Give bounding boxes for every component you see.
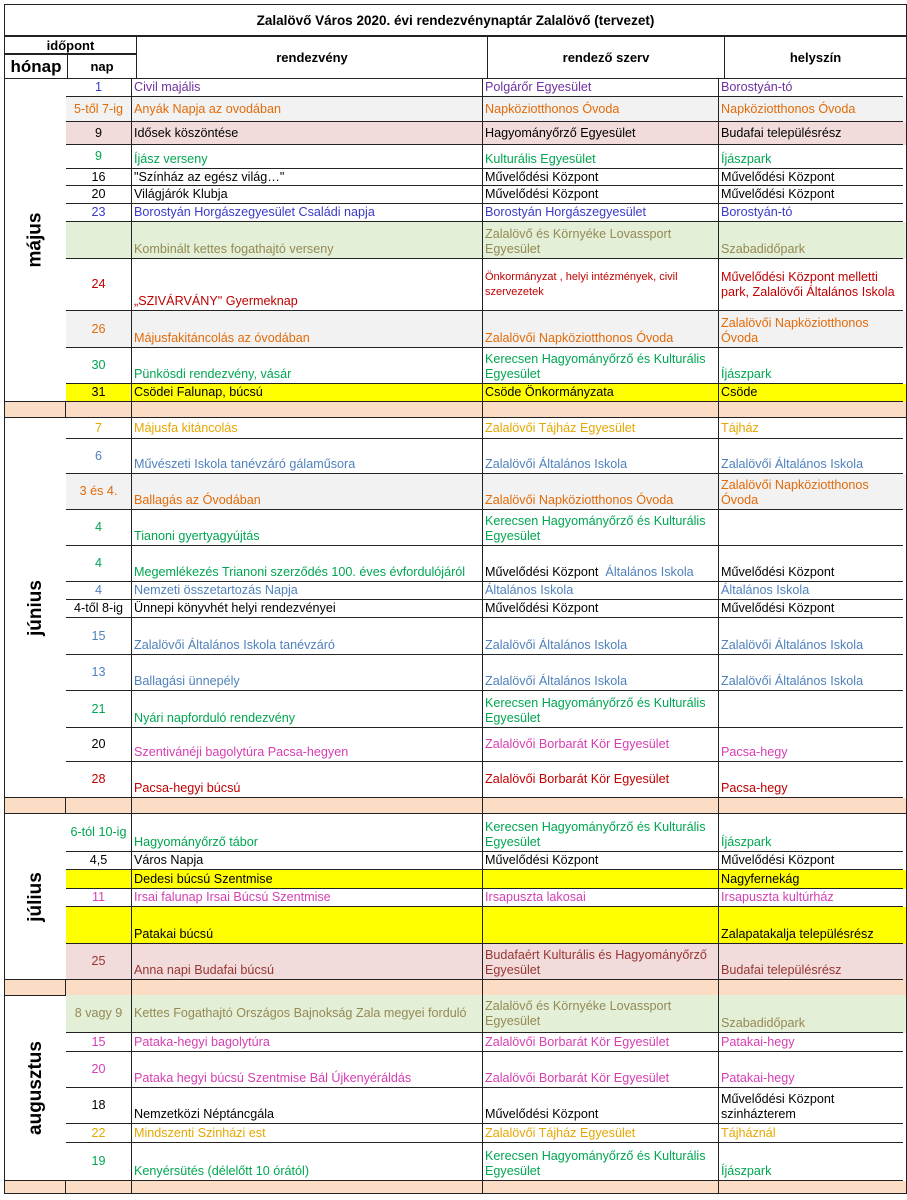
day-cell: 20 bbox=[66, 1052, 132, 1088]
header-idopont: időpont bbox=[4, 36, 137, 54]
organizer-cell: Zalalövő és Környéke Lovassport Egyesület bbox=[483, 222, 719, 259]
venue-cell: Zalalövői Általános Iskola bbox=[719, 439, 903, 474]
venue-cell: Íjászpark bbox=[719, 1143, 903, 1181]
table-row bbox=[66, 870, 907, 889]
day-cell: 4,5 bbox=[66, 852, 132, 870]
event-cell: Hagyományőrző tábor bbox=[132, 814, 483, 852]
venue-cell: Tájház bbox=[719, 418, 903, 439]
day-cell: 20 bbox=[66, 186, 132, 204]
day-cell: 6-tól 10-ig bbox=[66, 814, 132, 852]
day-cell: 23 bbox=[66, 204, 132, 222]
event-cell: Patakai búcsú bbox=[132, 907, 483, 944]
organizer-cell: Kerecsen Hagyományőrző és Kulturális Egyesület bbox=[483, 348, 719, 384]
venue-cell: Szabadidőpark bbox=[719, 995, 903, 1033]
table-row bbox=[66, 348, 907, 384]
venue-cell: Csöde bbox=[719, 384, 903, 402]
venue-cell: Pacsa-hegy bbox=[719, 762, 903, 798]
day-cell: 4-től 8-ig bbox=[66, 600, 132, 618]
organizer-cell: Zalalövői Napköziotthonos Óvoda bbox=[483, 311, 719, 348]
venue-cell: Művelődési Központ bbox=[719, 169, 903, 186]
month-separator bbox=[4, 1181, 907, 1194]
day-cell: 13 bbox=[66, 655, 132, 691]
organizer-cell: Zalalövői Borbarát Kör Egyesület bbox=[483, 1052, 719, 1088]
organizer-cell: Kerecsen Hagyományőrző és Kulturális Egyesület bbox=[483, 814, 719, 852]
organizer-cell: Művelődési Központ bbox=[483, 852, 719, 870]
day-cell: 21 bbox=[66, 691, 132, 728]
event-cell: Művészeti Iskola tanévzáró gálaműsora bbox=[132, 439, 483, 474]
venue-cell: Napköziotthonos Óvoda bbox=[719, 97, 903, 122]
table-row bbox=[66, 691, 907, 728]
organizer-cell: Irsapuszta lakosai bbox=[483, 889, 719, 907]
organizer-cell: Önkormányzat , helyi intézmények, civil szervezetek bbox=[483, 259, 719, 311]
day-cell: 9 bbox=[66, 122, 132, 145]
table-row bbox=[66, 1088, 907, 1124]
table-row bbox=[66, 1143, 907, 1181]
table-row bbox=[66, 600, 907, 618]
venue-cell: Zalalövői Általános Iskola bbox=[719, 618, 903, 655]
organizer-cell: Budafaért Kulturális és Hagyományőrző Egyesület bbox=[483, 944, 719, 980]
event-cell: Dedesi búcsú Szentmise bbox=[132, 870, 483, 889]
header-rendezo: rendező szerv bbox=[487, 36, 725, 79]
venue-cell: Zalalövői Napköziotthonos Óvoda bbox=[719, 311, 903, 348]
venue-cell: Budafai településrész bbox=[719, 122, 903, 145]
day-cell: 5-től 7-ig bbox=[66, 97, 132, 122]
event-cell: Csödei Falunap, búcsú bbox=[132, 384, 483, 402]
organizer-cell: Csöde Önkormányzata bbox=[483, 384, 719, 402]
event-cell: Pacsa-hegyi búcsú bbox=[132, 762, 483, 798]
event-cell: Város Napja bbox=[132, 852, 483, 870]
header-helyszin: helyszín bbox=[724, 36, 907, 79]
month-separator bbox=[4, 798, 907, 814]
event-cell: Kenyérsütés (délelőtt 10 órától) bbox=[132, 1143, 483, 1181]
month-label-julius: július bbox=[4, 814, 66, 980]
venue-cell: Zalalövői Napköziotthonos Óvoda bbox=[719, 474, 903, 510]
day-cell: 7 bbox=[66, 418, 132, 439]
organizer-cell bbox=[483, 870, 719, 889]
table-row bbox=[66, 944, 907, 980]
day-cell: 1 bbox=[66, 79, 132, 97]
venue-cell: Művelődési Központ bbox=[719, 852, 903, 870]
table-row bbox=[66, 186, 907, 204]
table-row bbox=[66, 728, 907, 762]
day-cell: 4 bbox=[66, 546, 132, 582]
venue-cell bbox=[719, 691, 903, 728]
day-cell: 4 bbox=[66, 582, 132, 600]
organizer-cell: Kulturális Egyesület bbox=[483, 145, 719, 169]
event-cell: Világjárók Klubja bbox=[132, 186, 483, 204]
day-cell: 15 bbox=[66, 618, 132, 655]
organizer-cell: Zalalövői Borbarát Kör Egyesület bbox=[483, 728, 719, 762]
organizer-cell: Művelődési Központ bbox=[483, 600, 719, 618]
table-row bbox=[66, 762, 907, 798]
day-cell bbox=[66, 870, 132, 889]
event-cell: Íjász verseny bbox=[132, 145, 483, 169]
organizer-cell: Zalalövő és Környéke Lovassport Egyesület bbox=[483, 995, 719, 1033]
month-separator bbox=[4, 980, 907, 996]
day-cell: 20 bbox=[66, 728, 132, 762]
header-rendezveny: rendezvény bbox=[136, 36, 488, 79]
event-cell: Ballagás az Óvodában bbox=[132, 474, 483, 510]
venue-cell: Borostyán-tó bbox=[719, 204, 903, 222]
event-cell: Mindszenti Szinházi est bbox=[132, 1124, 483, 1143]
table-row bbox=[66, 418, 907, 439]
table-row bbox=[66, 145, 907, 169]
event-cell: Kombinált kettes fogathajtó verseny bbox=[132, 222, 483, 259]
table-row bbox=[66, 122, 907, 145]
organizer-cell: Borostyán Horgászegyesület bbox=[483, 204, 719, 222]
day-cell: 28 bbox=[66, 762, 132, 798]
day-cell: 16 bbox=[66, 169, 132, 186]
table-row bbox=[66, 384, 907, 402]
event-cell: Tianoni gyertyagyújtás bbox=[132, 510, 483, 546]
day-cell bbox=[66, 907, 132, 944]
day-cell: 25 bbox=[66, 944, 132, 980]
event-cell: Pataka hegyi búcsú Szentmise Bál Újkenyéráldás bbox=[132, 1052, 483, 1088]
event-cell: Civil majális bbox=[132, 79, 483, 97]
venue-cell: Budafai településrész bbox=[719, 944, 903, 980]
organizer-cell: Zalalövői Napköziotthonos Óvoda bbox=[483, 474, 719, 510]
table-row bbox=[66, 814, 907, 852]
organizer-cell: Művelődési Központ Általános Iskola bbox=[483, 546, 719, 582]
table-row bbox=[66, 259, 907, 311]
event-cell: Borostyán Horgászegyesület Családi napja bbox=[132, 204, 483, 222]
organizer-cell: Polgárőr Egyesület bbox=[483, 79, 719, 97]
organizer-cell: Zalalövői Borbarát Kör Egyesület bbox=[483, 1033, 719, 1052]
day-cell: 3 és 4. bbox=[66, 474, 132, 510]
month-label-majus: május bbox=[4, 79, 66, 402]
header-honap: hónap bbox=[4, 54, 68, 79]
organizer-cell: Kerecsen Hagyományőrző és Kulturális Egyesület bbox=[483, 1143, 719, 1181]
event-cell: Nyári napforduló rendezvény bbox=[132, 691, 483, 728]
table-row bbox=[66, 889, 907, 907]
day-cell: 8 vagy 9 bbox=[66, 995, 132, 1033]
event-cell: Ballagási ünnepély bbox=[132, 655, 483, 691]
organizer-cell: Zalalövői Borbarát Kör Egyesület bbox=[483, 762, 719, 798]
event-cell: Pataka-hegyi bagolytúra bbox=[132, 1033, 483, 1052]
venue-cell bbox=[719, 510, 903, 546]
day-cell: 19 bbox=[66, 1143, 132, 1181]
day-cell: 22 bbox=[66, 1124, 132, 1143]
venue-cell: Patakai-hegy bbox=[719, 1033, 903, 1052]
organizer-cell: Kerecsen Hagyományőrző és Kulturális Egyesület bbox=[483, 691, 719, 728]
month-label-junius: június bbox=[4, 418, 66, 798]
organizer-cell: Zalalövői Általános Iskola bbox=[483, 655, 719, 691]
event-cell: Pünkösdi rendezvény, vásár bbox=[132, 348, 483, 384]
event-cell: Nemzeti összetartozás Napja bbox=[132, 582, 483, 600]
event-cell: Anyák Napja az ovodában bbox=[132, 97, 483, 122]
venue-cell: Borostyán-tó bbox=[719, 79, 903, 97]
day-cell: 9 bbox=[66, 145, 132, 169]
event-cell: Irsai falunap Irsai Búcsú Szentmise bbox=[132, 889, 483, 907]
venue-cell: Íjászpark bbox=[719, 814, 903, 852]
venue-cell: Pacsa-hegy bbox=[719, 728, 903, 762]
event-cell: Anna napi Budafai búcsú bbox=[132, 944, 483, 980]
organizer-cell: Zalalövői Általános Iskola bbox=[483, 618, 719, 655]
venue-cell: Művelődési Központ bbox=[719, 186, 903, 204]
day-cell: 30 bbox=[66, 348, 132, 384]
organizer-cell: Művelődési Központ bbox=[483, 186, 719, 204]
day-cell: 26 bbox=[66, 311, 132, 348]
venue-cell: Zalapatakalja településrész bbox=[719, 907, 903, 944]
organizer-cell: Művelődési Központ bbox=[483, 1088, 719, 1124]
organizer-cell bbox=[483, 907, 719, 944]
table-row bbox=[66, 169, 907, 186]
day-cell: 6 bbox=[66, 439, 132, 474]
header-nap: nap bbox=[67, 54, 137, 79]
venue-cell: Nagyfernekág bbox=[719, 870, 903, 889]
event-cell: Szentivánéji bagolytúra Pacsa-hegyen bbox=[132, 728, 483, 762]
day-cell: 11 bbox=[66, 889, 132, 907]
table-row bbox=[66, 204, 907, 222]
table-row bbox=[66, 618, 907, 655]
month-label-augusztus: augusztus bbox=[4, 995, 66, 1181]
event-cell: Kettes Fogathajtó Országos Bajnokság Zala megyei forduló bbox=[132, 995, 483, 1033]
table-row bbox=[66, 995, 907, 1033]
event-cell: Zalalövői Általános Iskola tanévzáró bbox=[132, 618, 483, 655]
venue-cell: Művelődési Központ szinházterem bbox=[719, 1088, 903, 1124]
organizer-cell: Általános Iskola bbox=[483, 582, 719, 600]
table-row bbox=[66, 79, 907, 97]
table-row bbox=[66, 1033, 907, 1052]
table-row bbox=[66, 97, 907, 122]
table-row bbox=[66, 311, 907, 348]
table-row bbox=[66, 655, 907, 691]
organizer-cell: Napköziotthonos Óvoda bbox=[483, 97, 719, 122]
organizer-cell: Művelődési Központ bbox=[483, 169, 719, 186]
organizer-cell: Hagyományőrző Egyesület bbox=[483, 122, 719, 145]
event-cell: "Színház az egész világ…" bbox=[132, 169, 483, 186]
organizer-cell: Zalalövői Általános Iskola bbox=[483, 439, 719, 474]
table-row bbox=[66, 474, 907, 510]
day-cell: 18 bbox=[66, 1088, 132, 1124]
table-row bbox=[66, 907, 907, 944]
venue-cell: Szabadidőpark bbox=[719, 222, 903, 259]
event-cell: „SZIVÁRVÁNY" Gyermeknap bbox=[132, 259, 483, 311]
day-cell: 4 bbox=[66, 510, 132, 546]
table-row bbox=[66, 222, 907, 259]
venue-cell: Irsapuszta kultúrház bbox=[719, 889, 903, 907]
venue-cell: Tájháznál bbox=[719, 1124, 903, 1143]
venue-cell: Íjászpark bbox=[719, 145, 903, 169]
table-row bbox=[66, 510, 907, 546]
table-border bbox=[4, 36, 5, 1193]
table-row bbox=[66, 546, 907, 582]
organizer-cell: Zalalövői Tájház Egyesület bbox=[483, 418, 719, 439]
event-cell: Májusfa kitáncolás bbox=[132, 418, 483, 439]
event-cell: Májusfakitáncolás az óvodában bbox=[132, 311, 483, 348]
table-row bbox=[66, 852, 907, 870]
table-row bbox=[66, 582, 907, 600]
table-row bbox=[66, 439, 907, 474]
month-separator bbox=[4, 402, 907, 418]
page-title: Zalalövő Város 2020. évi rendezvénynaptár Zalalövő (tervezet) bbox=[4, 4, 907, 36]
venue-cell: Patakai-hegy bbox=[719, 1052, 903, 1088]
venue-cell: Művelődési Központ melletti park, Zalalövői Általános Iskola bbox=[719, 259, 903, 311]
event-cell: Nemzetközi Néptáncgála bbox=[132, 1088, 483, 1124]
day-cell: 24 bbox=[66, 259, 132, 311]
day-cell: 15 bbox=[66, 1033, 132, 1052]
day-cell: 31 bbox=[66, 384, 132, 402]
event-cell: Idősek köszöntése bbox=[132, 122, 483, 145]
venue-cell: Művelődési Központ bbox=[719, 546, 903, 582]
table-row bbox=[66, 1052, 907, 1088]
event-cell: Ünnepi könyvhét helyi rendezvényei bbox=[132, 600, 483, 618]
venue-cell: Íjászpark bbox=[719, 348, 903, 384]
venue-cell: Zalalövői Általános Iskola bbox=[719, 655, 903, 691]
table-row bbox=[66, 1124, 907, 1143]
venue-cell: Általános Iskola bbox=[719, 582, 903, 600]
venue-cell: Művelődési Központ bbox=[719, 600, 903, 618]
organizer-cell: Kerecsen Hagyományőrző és Kulturális Egyesület bbox=[483, 510, 719, 546]
day-cell bbox=[66, 222, 132, 259]
organizer-cell: Zalalövői Tájház Egyesület bbox=[483, 1124, 719, 1143]
event-cell: Megemlékezés Trianoni szerződés 100. éves évfordulójáról bbox=[132, 546, 483, 582]
